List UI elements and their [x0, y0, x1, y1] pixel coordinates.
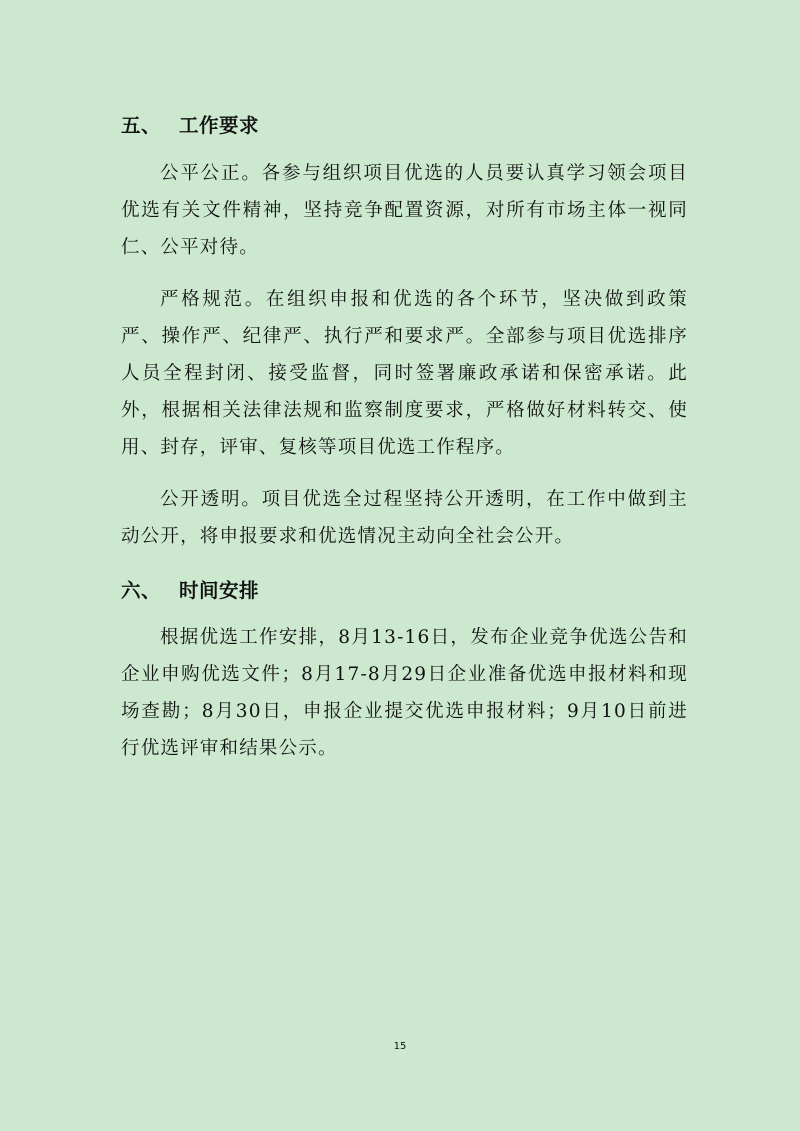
section-title: 工作要求 [179, 114, 260, 137]
section-number: 六、 [121, 579, 162, 602]
paragraph-transparency: 公开透明。项目优选全过程坚持公开透明，在工作中做到主动公开，将申报要求和优选情况主动向全社会公开。 [121, 489, 688, 547]
section-heading-schedule [121, 576, 259, 606]
paragraph-schedule: 根据优选工作安排，8月13-16日，发布企业竞争优选公告和企业申购优选文件；8月17-8月29日企业准备优选申报材料和现场查勘；8月30日，申报企业提交优选申报材料；9月10日前进行优选评审和结果公示。 [121, 627, 688, 759]
section-number: 五、 [121, 114, 162, 137]
paragraph-fairness: 公平公正。各参与组织项目优选的人员要认真学习领会项目优选有关文件精神，坚持竞争配置资源，对所有市场主体一视同仁、公平对待。 [121, 163, 688, 258]
page-number: 15 [393, 1041, 407, 1052]
section-heading-work-requirements [121, 111, 259, 141]
paragraph-strict-standards: 严格规范。在组织申报和优选的各个环节，坚决做到政策严、操作严、纪律严、执行严和要求严。全部参与项目优选排序人员全程封闭、接受监督，同时签署廉政承诺和保密承诺。此外，根据相关法律法规和监察制度要求，严格做好材料转交、使用、封存，评审、复核等项目优选工作程序。 [121, 289, 688, 458]
section-title: 时间安排 [179, 579, 260, 602]
